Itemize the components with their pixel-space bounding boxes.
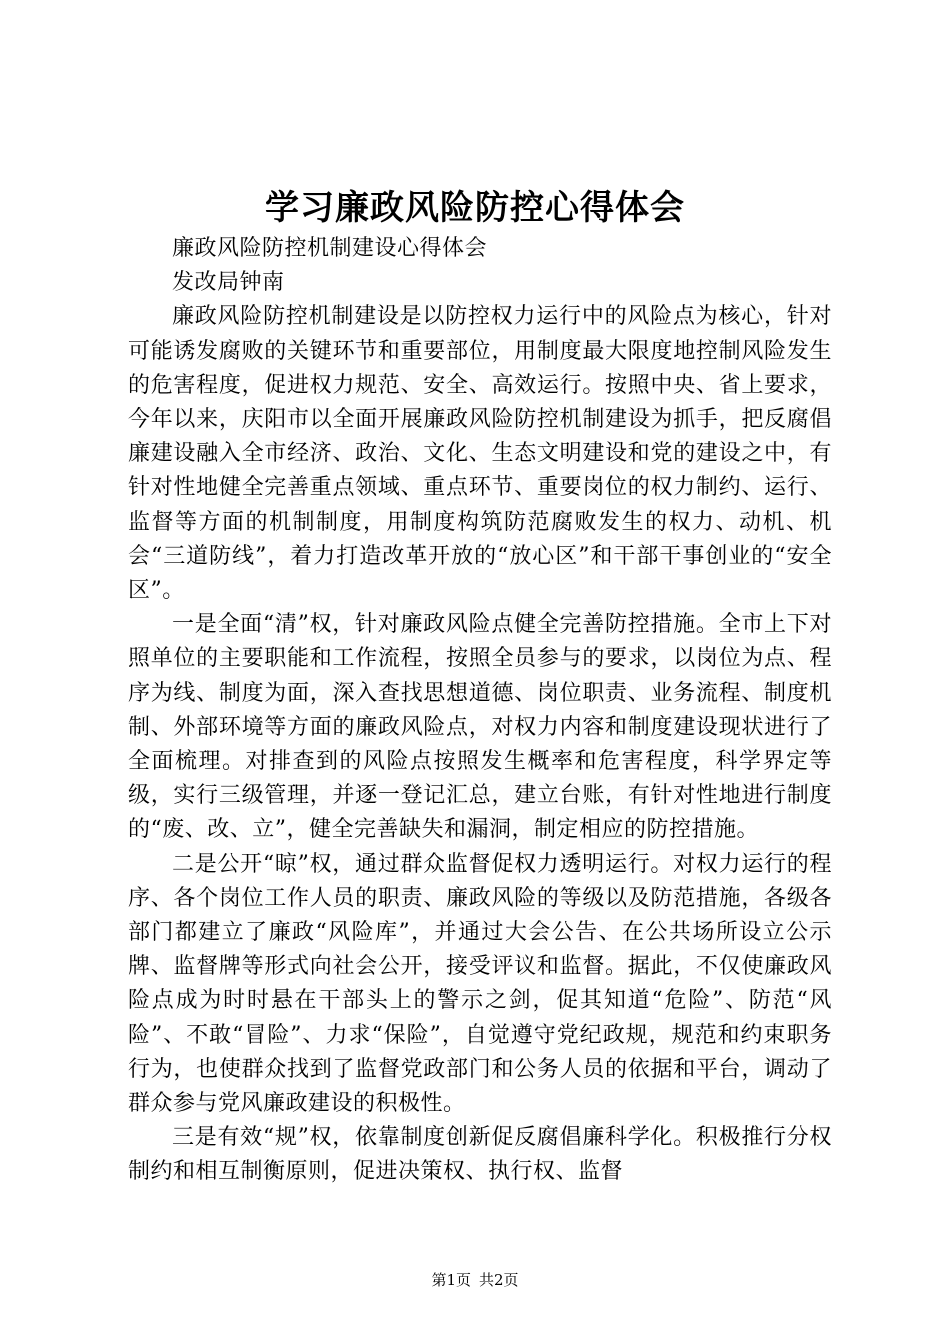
- body-paragraph: 一是全面“清”权，针对廉政风险点健全完善防控措施。全市上下对照单位的主要职能和工作流程，按照全员参与的要求，以岗位为点、程序为线、制度为面，深入查找思想道德、岗位职责、业务流程、制度机制、外部环境等方面的廉政风险点，对权力内容和制度建设现状进行了全面梳理。对排查到的风险点按照发生概率和危害程度，科学界定等级，实行三级管理，并逐一登记汇总，建立台账，有针对性地进行制度的“废、改、立”，健全完善缺失和漏洞，制定相应的防控措施。: [128, 612, 832, 843]
- author-paragraph: 发改局钟南: [172, 270, 285, 296]
- page-number-current: 第1页: [431, 1271, 471, 1289]
- page-number-total: 共2页: [479, 1271, 519, 1289]
- body-paragraph: 廉政风险防控机制建设是以防控权力运行中的风险点为核心，针对可能诱发腐败的关键环节和重要部位，用制度最大限度地控制风险发生的危害程度，促进权力规范、安全、高效运行。按照中央、省上要求，今年以来，庆阳市以全面开展廉政风险防控机制建设为抓手，把反腐倡廉建设融入全市经济、政治、文化、生态文明建设和党的建设之中，有针对性地健全完善重点领域、重点环节、重要岗位的权力制约、运行、监督等方面的机制制度，用制度构筑防范腐败发生的权力、动机、机会“三道防线”，着力打造改革开放的“放心区”和干部干事创业的“安全区”。: [128, 304, 832, 604]
- document-title: 学习廉政风险防控心得体会: [265, 188, 685, 228]
- subtitle-paragraph: 廉政风险防控机制建设心得体会: [172, 236, 488, 261]
- page-footer: [0, 1270, 950, 1290]
- body-paragraph: 二是公开“晾”权，通过群众监督促权力透明运行。对权力运行的程序、各个岗位工作人员的职责、廉政风险的等级以及防范措施，各级各部门都建立了廉政“风险库”，并通过大会公告、在公共场所设立公示牌、监督牌等形式向社会公开，接受评议和监督。据此，不仅使廉政风险点成为时时悬在干部头上的警示之剑，促其知道“危险”、防范“风险”、不敢“冒险”、力求“保险”，自觉遵守党纪政规，规范和约束职务行为，也使群众找到了监督党政部门和公务人员的依据和平台，调动了群众参与党风廉政建设的积极性。: [128, 851, 832, 1117]
- document-body: [128, 232, 832, 1190]
- body-paragraph: 三是有效“规”权，依靠制度创新促反腐倡廉科学化。积极推行分权制约和相互制衡原则，促进决策权、执行权、监督: [128, 1125, 832, 1185]
